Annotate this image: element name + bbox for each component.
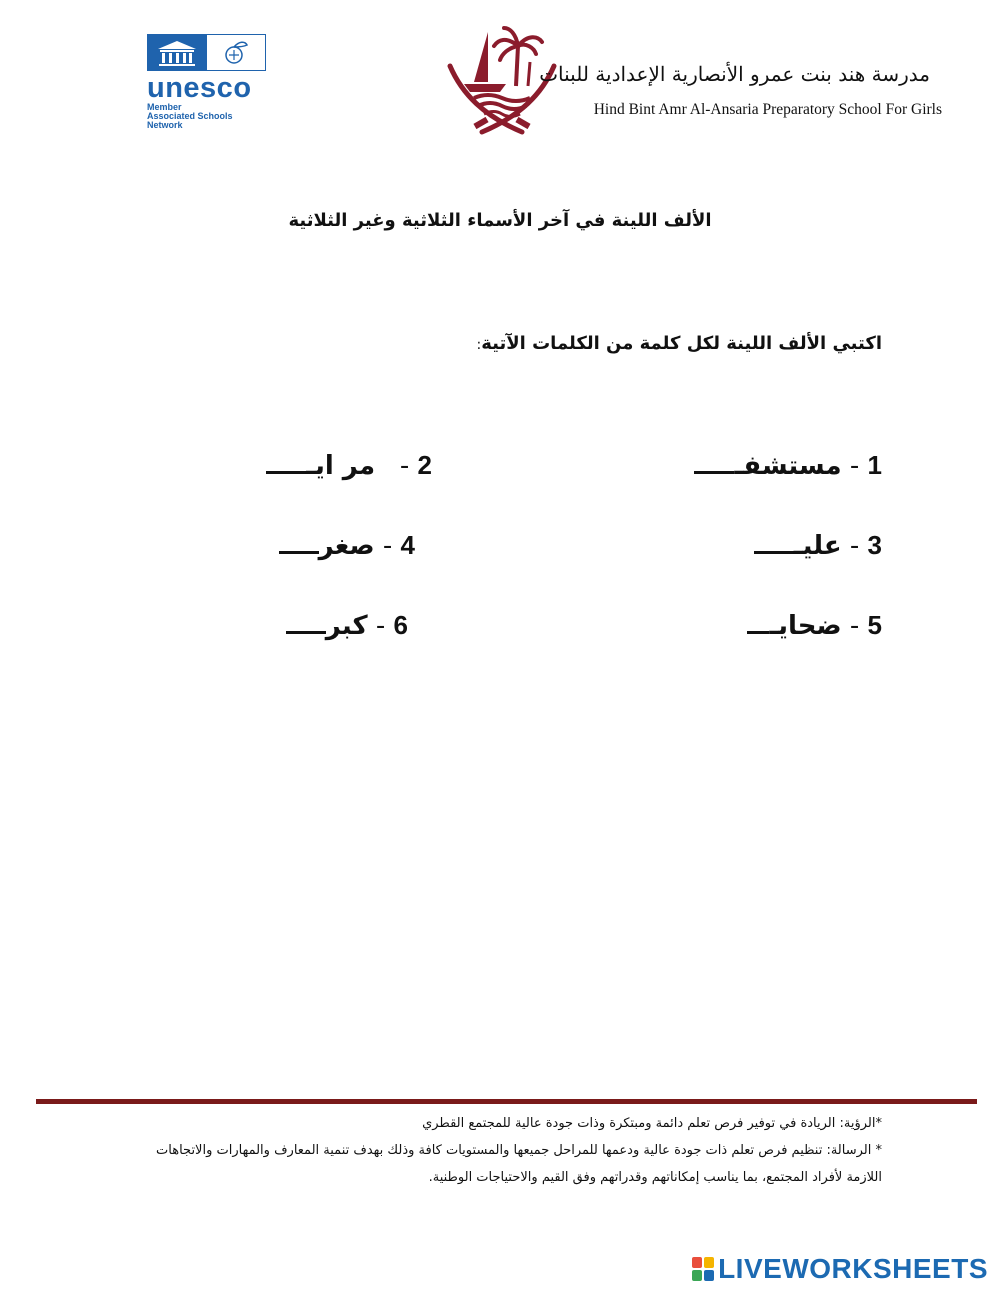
exercise-item-4 <box>279 530 415 561</box>
exercise-item-5 <box>747 610 882 641</box>
item-word: مستشفـ <box>734 451 842 481</box>
footer-divider <box>36 1099 977 1104</box>
exercise-item-6 <box>286 610 408 641</box>
worksheet-title: الألف اللينة في آخر الأسماء الثلاثية وغير الثلاثية <box>288 210 712 231</box>
liveworksheets-logo <box>692 1253 988 1285</box>
exercise-item-3 <box>754 530 882 561</box>
school-network-icon <box>207 35 265 70</box>
instruction-colon: : <box>476 337 482 353</box>
temple-icon <box>148 35 207 70</box>
unesco-subtitle-line: Network <box>147 120 183 130</box>
item-number: 3 <box>867 530 882 560</box>
unesco-logo <box>147 34 269 129</box>
school-mission-line-2: اللازمة لأفراد المجتمع، بما يناسب إمكاناتهم وقدراتهم وفق القيم والاحتياجات الوطنية. <box>428 1170 882 1185</box>
item-word: مر ايـ <box>306 451 376 481</box>
answer-blank[interactable] <box>279 550 319 554</box>
exercise-item-2 <box>266 450 432 481</box>
answer-blank[interactable] <box>747 630 769 634</box>
school-name-arabic: مدرسة هند بنت عمرو الأنصارية الإعدادية للبنات <box>539 62 930 86</box>
item-number: 1 <box>867 450 882 480</box>
item-word: ضحايـ <box>769 611 842 641</box>
item-separator: - <box>375 611 386 641</box>
item-number: 5 <box>867 610 882 640</box>
school-mission-line-1: * الرسالة: تنظيم فرص تعلم ذات جودة عالية ودعمها للمراحل جميعها والمستويات كافة وذلك بهدف تنمية المعارف والمهارات والاتجاهات <box>156 1143 882 1158</box>
item-separator: - <box>399 451 410 481</box>
liveworksheets-icon <box>692 1257 714 1281</box>
answer-blank[interactable] <box>286 630 326 634</box>
exercise-item-1 <box>694 450 882 481</box>
item-separator: - <box>849 531 860 561</box>
liveworksheets-wordmark: LIVEWORKSHEETS <box>718 1253 988 1284</box>
answer-blank[interactable] <box>266 470 306 474</box>
worksheet-instruction <box>477 333 882 354</box>
item-word: عليـ <box>793 531 842 561</box>
item-word: صغر <box>318 531 375 561</box>
unesco-wordmark: unesco <box>147 72 252 104</box>
instruction-text: اكتبي الألف اللينة لكل كلمة من الكلمات الآتية <box>481 333 882 354</box>
item-number: 6 <box>393 610 408 640</box>
item-number: 2 <box>417 450 432 480</box>
item-word: كبر <box>325 611 368 641</box>
school-vision: *الرؤية: الريادة في توفير فرص تعلم دائمة ومبتكرة وذات جودة عالية للمجتمع القطري <box>422 1116 882 1131</box>
item-separator: - <box>849 451 860 481</box>
answer-blank[interactable] <box>694 470 734 474</box>
item-separator: - <box>849 611 860 641</box>
answer-blank[interactable] <box>754 550 794 554</box>
unesco-emblem-box <box>147 34 266 71</box>
unesco-subtitle-line: Associated Schools <box>147 111 233 121</box>
item-number: 4 <box>400 530 415 560</box>
item-separator: - <box>382 531 393 561</box>
school-name-english: Hind Bint Amr Al-Ansaria Preparatory School For Girls <box>593 101 942 118</box>
unesco-subtitle-line: Member <box>147 102 182 112</box>
